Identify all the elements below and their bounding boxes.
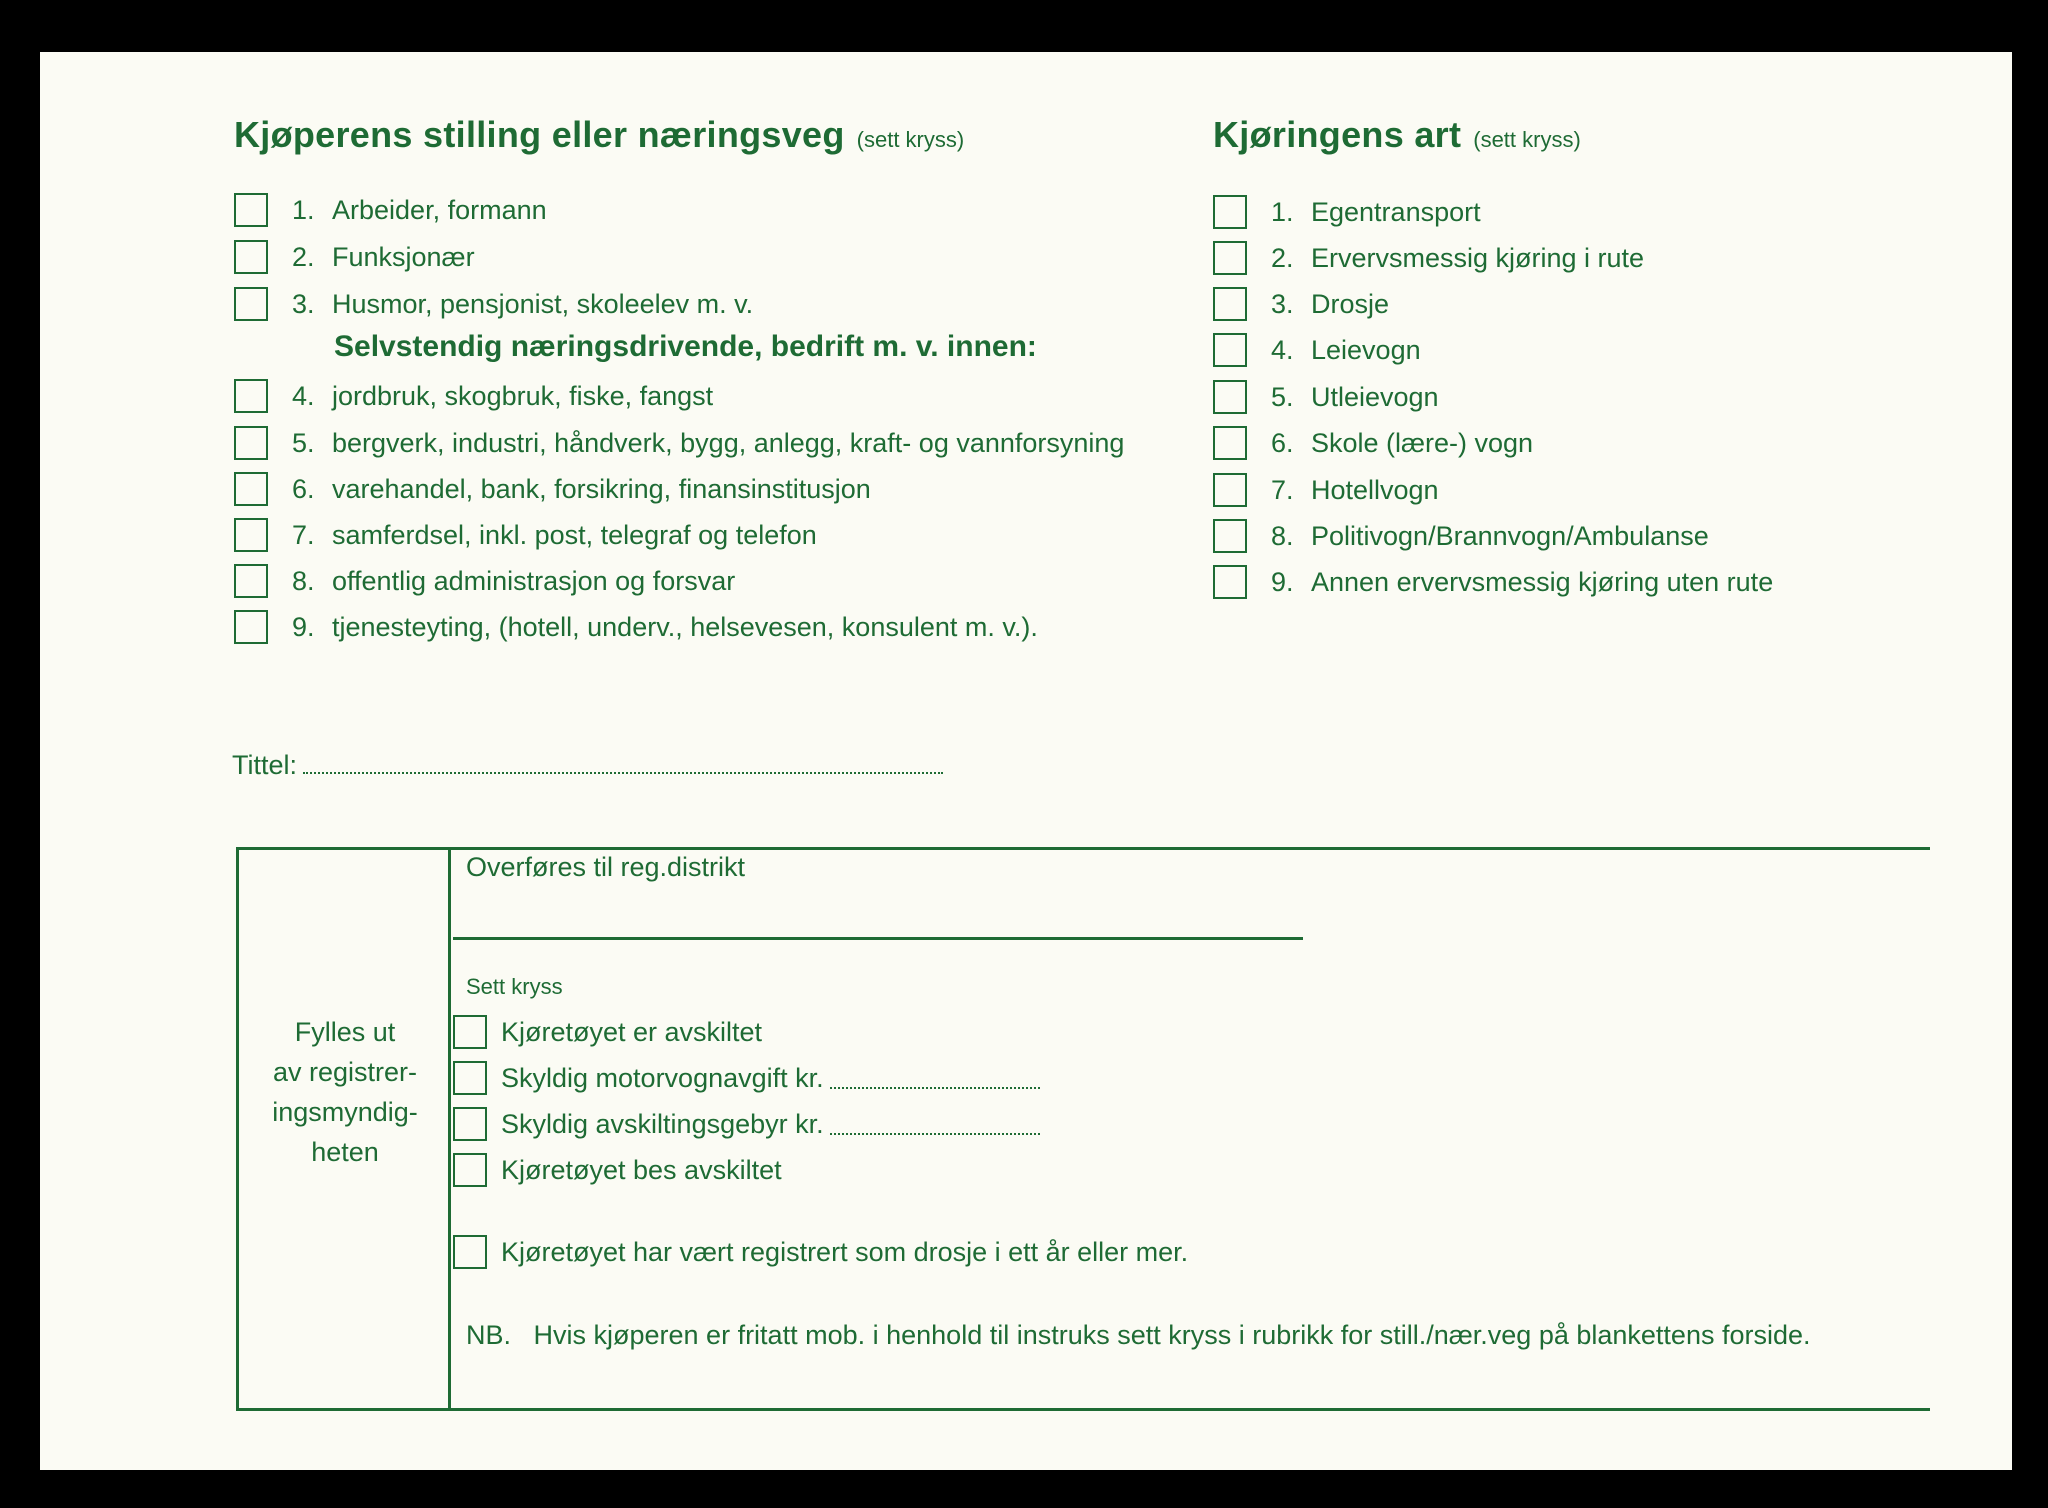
occupation-option-5[interactable]: 5. bergverk, industri, håndverk, bygg, anlegg, kraft- og vannforsyning <box>234 423 1124 463</box>
checkbox[interactable] <box>1213 287 1247 321</box>
checkbox[interactable] <box>234 564 268 598</box>
checkbox[interactable] <box>1213 380 1247 414</box>
occupation-option-8[interactable]: 8. offentlig administrasjon og forsvar <box>234 561 735 601</box>
occupation-option-1[interactable]: 1. Arbeider, formann <box>234 190 547 230</box>
driving-option-1[interactable]: 1. Egentransport <box>1213 192 1481 232</box>
self-employed-subheading: Selvstendig næringsdrivende, bedrift m. v. innen: <box>334 330 1037 363</box>
occupation-option-6[interactable]: 6. varehandel, bank, forsikring, finansinstitusjon <box>234 469 871 509</box>
buyer-occupation-title: Kjøperens stilling eller næringsveg <box>234 114 845 155</box>
checkbox[interactable] <box>234 426 268 460</box>
nb-note: NB. Hvis kjøperen er fritatt mob. i henhold til instruks sett kryss i rubrikk for still./nær.veg på blankettens forside. <box>466 1320 1811 1350</box>
box-left-border <box>236 847 239 1411</box>
checkbox[interactable] <box>1213 195 1247 229</box>
driving-option-5[interactable]: 5. Utleievogn <box>1213 377 1439 417</box>
occupation-option-9[interactable]: 9. tjenesteyting, (hotell, underv., helsevesen, konsulent m. v.). <box>234 607 1038 647</box>
driving-type-title: Kjøringens art <box>1213 114 1462 155</box>
checkbox[interactable] <box>453 1061 487 1095</box>
title-field[interactable] <box>232 750 943 781</box>
driving-type-hint: (sett kryss) <box>1473 127 1581 152</box>
title-field-label: Tittel: <box>232 750 298 780</box>
owed-removal-fee-option[interactable]: Skyldig avskiltingsgebyr kr. <box>453 1104 1040 1144</box>
request-plate-removal-option[interactable]: Kjøretøyet bes avskiltet <box>453 1150 782 1190</box>
box-bottom-border <box>236 1408 1930 1411</box>
box-divider <box>448 847 451 1411</box>
checkbox[interactable] <box>453 1153 487 1187</box>
form-paper <box>40 52 2012 1470</box>
checkbox[interactable] <box>234 240 268 274</box>
registration-authority-note: Fylles ut av registrer- ingsmyndig- heten <box>272 1017 418 1167</box>
owed-vehicle-tax-option[interactable]: Skyldig motorvognavgift kr. <box>453 1058 1040 1098</box>
checkbox[interactable] <box>453 1107 487 1141</box>
buyer-occupation-heading <box>234 114 964 156</box>
box-top-border <box>236 847 1930 850</box>
checkbox[interactable] <box>1213 333 1247 367</box>
checkbox[interactable] <box>1213 241 1247 275</box>
sett-kryss-label: Sett kryss <box>466 974 563 999</box>
checkbox[interactable] <box>1213 519 1247 553</box>
owed-vehicle-tax-amount[interactable] <box>830 1067 1040 1089</box>
transfer-underline <box>453 937 1303 940</box>
occupation-option-7[interactable]: 7. samferdsel, inkl. post, telegraf og telefon <box>234 515 817 555</box>
plates-removed-option[interactable]: Kjøretøyet er avskiltet <box>453 1012 762 1052</box>
checkbox[interactable] <box>1213 426 1247 460</box>
checkbox[interactable] <box>234 287 268 321</box>
driving-option-8[interactable]: 8. Politivogn/Brannvogn/Ambulanse <box>1213 516 1709 556</box>
checkbox[interactable] <box>453 1235 487 1269</box>
checkbox[interactable] <box>234 610 268 644</box>
driving-option-4[interactable]: 4. Leievogn <box>1213 330 1421 370</box>
driving-type-heading <box>1213 114 1581 156</box>
owed-removal-fee-amount[interactable] <box>830 1113 1040 1135</box>
occupation-option-3[interactable]: 3. Husmor, pensjonist, skoleelev m. v. <box>234 284 753 324</box>
title-field-dotted-line[interactable] <box>303 752 943 774</box>
checkbox[interactable] <box>234 472 268 506</box>
buyer-occupation-hint: (sett kryss) <box>856 127 965 152</box>
checkbox[interactable] <box>1213 565 1247 599</box>
checkbox[interactable] <box>453 1015 487 1049</box>
transfer-district-label: Overføres til reg.distrikt <box>466 852 746 882</box>
checkbox[interactable] <box>234 379 268 413</box>
driving-option-9[interactable]: 9. Annen ervervsmessig kjøring uten rute <box>1213 562 1773 602</box>
checkbox[interactable] <box>234 518 268 552</box>
checkbox[interactable] <box>1213 473 1247 507</box>
occupation-option-4[interactable]: 4. jordbruk, skogbruk, fiske, fangst <box>234 376 713 416</box>
registered-taxi-option[interactable]: Kjøretøyet har vært registrert som drosje i ett år eller mer. <box>453 1232 1188 1272</box>
driving-option-6[interactable]: 6. Skole (lære-) vogn <box>1213 423 1533 463</box>
driving-option-3[interactable]: 3. Drosje <box>1213 284 1389 324</box>
driving-option-7[interactable]: 7. Hotellvogn <box>1213 470 1439 510</box>
driving-option-2[interactable]: 2. Ervervsmessig kjøring i rute <box>1213 238 1644 278</box>
occupation-option-2[interactable]: 2. Funksjonær <box>234 237 475 277</box>
checkbox[interactable] <box>234 193 268 227</box>
